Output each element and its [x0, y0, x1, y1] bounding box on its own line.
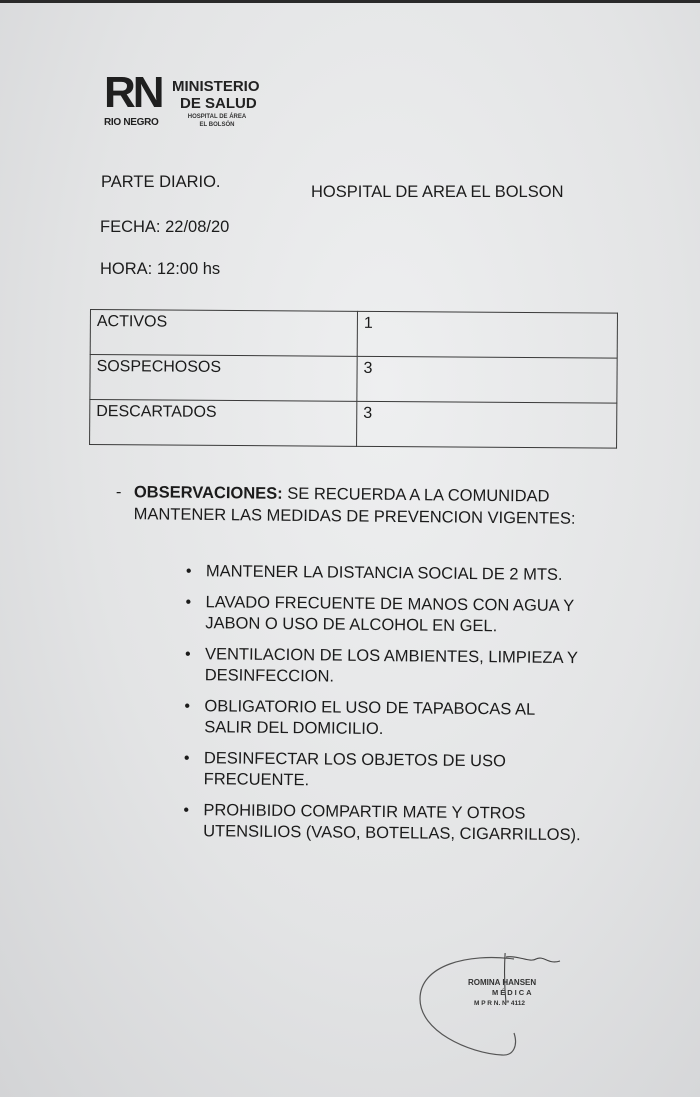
stamp-registration: M P R N. Nº 4112: [474, 1000, 526, 1007]
rio-negro-label: RIO NEGRO: [104, 117, 159, 128]
table-row: [90, 310, 617, 359]
hospital-name: HOSPITAL DE AREA EL BOLSON: [311, 183, 564, 201]
report-time: HORA: 12:00 hs: [100, 260, 221, 278]
row-value: 1: [357, 311, 617, 358]
report-date: FECHA: 22/08/20: [100, 218, 230, 236]
stamp-name: ROMINA HANSEN: [468, 978, 537, 987]
row-value: 3: [357, 356, 617, 403]
doctor-stamp: [418, 953, 578, 1057]
cases-table: [89, 309, 618, 449]
observations-block: [116, 481, 586, 530]
table-row: [90, 400, 617, 449]
stamp-role: MÉDICA: [492, 988, 534, 997]
list-item: • MANTENER LA DISTANCIA SOCIAL DE 2 MTS.: [186, 561, 586, 586]
list-item: • LAVADO FRECUENTE DE MANOS CON AGUA Y JABON O USO DE ALCOHOL EN GEL.: [185, 592, 585, 638]
row-label: DESCARTADOS: [90, 400, 357, 447]
document-page: [0, 3, 700, 1097]
measures-list: [183, 561, 586, 856]
list-item: • PROHIBIDO COMPARTIR MATE Y OTROS UTENSILIOS (VASO, BOTELLAS, CIGARRILLOS).: [183, 800, 583, 846]
row-label: ACTIVOS: [90, 310, 357, 357]
observations-text: SE RECUERDA A LA COMUNIDAD MANTENER LAS MEDIDAS DE PREVENCION VIGENTES:: [133, 484, 576, 528]
observations-heading: OBSERVACIONES:: [133, 483, 283, 503]
rn-logo: RN: [104, 68, 162, 117]
list-item: • VENTILACION DE LOS AMBIENTES, LIMPIEZA Y DESINFECCION.: [185, 644, 585, 690]
ministry-line-2: DE SALUD: [180, 95, 257, 112]
hospital-small-label: HOSPITAL DE ÁREA EL BOLSÓN: [187, 114, 247, 128]
row-value: 3: [357, 401, 617, 448]
table-row: [90, 355, 617, 404]
report-title: PARTE DIARIO.: [101, 173, 221, 191]
ministry-line-1: MINISTERIO: [172, 78, 260, 95]
row-label: SOSPECHOSOS: [90, 355, 357, 402]
list-item: • OBLIGATORIO EL USO DE TAPABOCAS AL SALIR DEL DOMICILIO.: [184, 696, 584, 742]
list-item: • DESINFECTAR LOS OBJETOS DE USO FRECUENTE.: [184, 748, 584, 794]
list-dash: -: [115, 482, 122, 502]
